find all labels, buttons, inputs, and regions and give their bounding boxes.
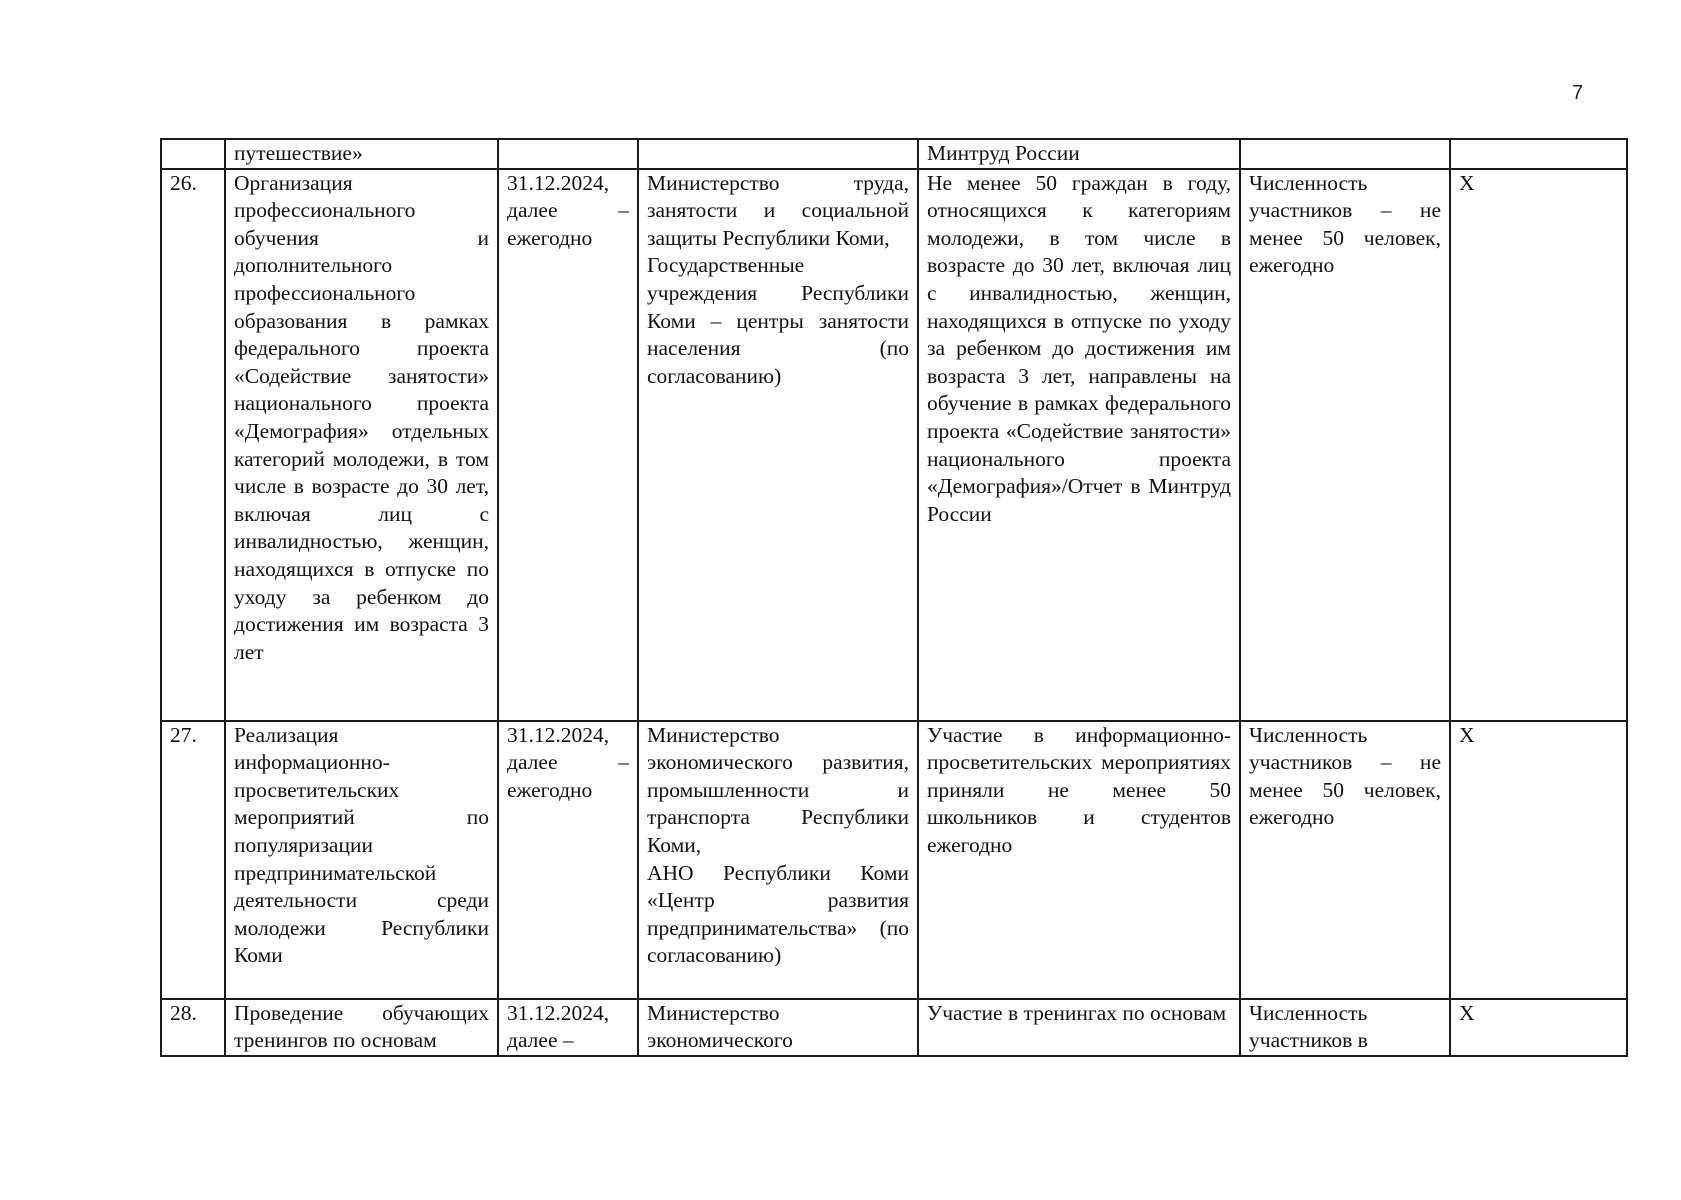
cell-result: Минтруд России bbox=[918, 139, 1240, 169]
cell-responsible bbox=[638, 139, 918, 169]
cell-deadline bbox=[498, 139, 638, 169]
responsible: Министерство труда, занятости и социальной защиты Республики Коми, Государственные учреждения Республики Коми – центры занятости населения (по согласованию) bbox=[638, 169, 918, 721]
cell-name: путешествие» bbox=[225, 139, 498, 169]
table-row bbox=[161, 721, 1627, 999]
event-name: Проведение обучающих тренингов по основам bbox=[225, 999, 498, 1056]
responsible: Министерство экономического развития, промышленности и транспорта Республики Коми, АНО Республики Коми «Центр развития предпринимательства» (по согласованию) bbox=[638, 721, 918, 999]
deadline: 31.12.2024, далее – bbox=[498, 999, 638, 1056]
table-row bbox=[161, 169, 1627, 721]
cell-num bbox=[161, 139, 225, 169]
expected-result: Участие в тренингах по основам bbox=[918, 999, 1240, 1056]
row-number: 28. bbox=[161, 999, 225, 1056]
indicator: Численность участников – не менее 50 человек, ежегодно bbox=[1240, 721, 1450, 999]
mark: Х bbox=[1450, 999, 1627, 1056]
indicator: Численность участников – не менее 50 человек, ежегодно bbox=[1240, 169, 1450, 721]
row-number: 26. bbox=[161, 169, 225, 721]
indicator: Численность участников в bbox=[1240, 999, 1450, 1056]
deadline: 31.12.2024, далее – ежегодно bbox=[498, 169, 638, 721]
cell-indicator bbox=[1240, 139, 1450, 169]
row-number: 27. bbox=[161, 721, 225, 999]
expected-result: Участие в информационно-просветительских мероприятиях приняли не менее 50 школьников и студентов ежегодно bbox=[918, 721, 1240, 999]
expected-result: Не менее 50 граждан в году, относящихся к категориям молодежи, в том числе в возрасте до 30 лет, включая лиц с инвалидностью, женщин, находящихся в отпуске по уходу за ребенком до достижения им возраста 3 лет, направлены на обучение в рамках федерального проекта «Содействие занятости» национального проекта «Демография»/Отчет в Минтруд России bbox=[918, 169, 1240, 721]
table-row-continuation bbox=[161, 139, 1627, 169]
mark: Х bbox=[1450, 721, 1627, 999]
mark: Х bbox=[1450, 169, 1627, 721]
responsible: Министерство экономического bbox=[638, 999, 918, 1056]
table-row bbox=[161, 999, 1627, 1056]
event-name: Организация профессионального обучения и дополнительного профессионального образования в рамках федерального проекта «Содействие занятости» национального проекта «Демография» отдельных категорий молодежи, в том числе в возрасте до 30 лет, включая лиц с инвалидностью, женщин, находящихся в отпуске по уходу за ребенком до достижения им возраста 3 лет bbox=[225, 169, 498, 721]
deadline: 31.12.2024, далее – ежегодно bbox=[498, 721, 638, 999]
cell-mark bbox=[1450, 139, 1627, 169]
event-name: Реализация информационно-просветительских мероприятий по популяризации предпринимательской деятельности среди молодежи Республики Коми bbox=[225, 721, 498, 999]
action-plan-table bbox=[160, 138, 1628, 1057]
page-number: 7 bbox=[1572, 82, 1584, 104]
